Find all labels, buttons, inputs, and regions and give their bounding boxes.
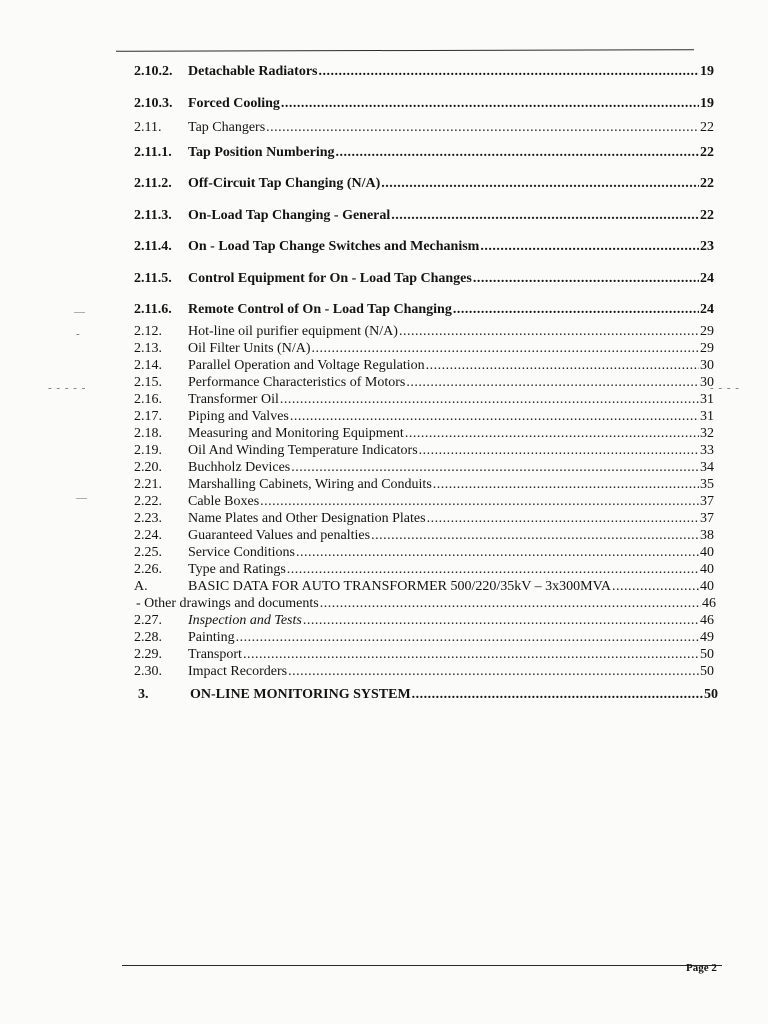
- dot-leader: [453, 302, 699, 318]
- toc-entry-page: 23: [700, 239, 714, 254]
- toc-entry: [136, 596, 716, 614]
- toc-entry-number: 2.29.: [134, 647, 162, 662]
- toc-entry-page: 30: [700, 375, 714, 390]
- toc-entry-title: Tap Changers: [188, 120, 266, 135]
- toc-entry-number: A.: [134, 579, 148, 594]
- toc-entry-number: 2.11.3.: [134, 208, 172, 223]
- toc-entry: [134, 302, 714, 320]
- toc-entry-title: Tap Position Numbering: [188, 145, 335, 160]
- toc-entry: [134, 375, 714, 393]
- toc-entry-number: 2.28.: [134, 630, 162, 645]
- toc-entry-page: 22: [700, 208, 714, 223]
- dot-leader: [412, 687, 703, 703]
- dot-leader: [303, 613, 699, 629]
- toc-entry-page: 22: [700, 176, 714, 191]
- dot-leader: [433, 477, 699, 493]
- toc-entry: [134, 562, 714, 580]
- toc-entry-title: BASIC DATA FOR AUTO TRANSFORMER 500/220/35kV – 3x300MVA: [188, 579, 611, 594]
- toc-entry: [134, 613, 714, 631]
- dot-leader: [260, 494, 699, 510]
- dot-leader: [480, 239, 699, 255]
- toc-entry: [134, 96, 714, 114]
- dot-leader: [419, 443, 699, 459]
- toc-entry-title: Oil Filter Units (N/A): [188, 341, 311, 356]
- dot-leader: [281, 96, 699, 112]
- toc-entry: [134, 409, 714, 427]
- toc-entry: [134, 545, 714, 563]
- toc-entry-title: Transport: [188, 647, 242, 662]
- toc-entry-number: 2.11.1.: [134, 145, 172, 160]
- margin-mark: —: [74, 306, 85, 318]
- toc-entry-number: 2.18.: [134, 426, 162, 441]
- toc-entry-title: On - Load Tap Change Switches and Mechanism: [188, 239, 480, 254]
- toc-entry: [134, 664, 714, 682]
- dot-leader: [291, 460, 699, 476]
- toc-entry: [134, 579, 714, 597]
- toc-entry-page: 29: [700, 324, 714, 339]
- toc-entry-page: 37: [700, 511, 714, 526]
- toc-entry-number: 2.11.5.: [134, 271, 172, 286]
- dot-leader: [236, 630, 699, 646]
- toc-entry-title: Measuring and Monitoring Equipment: [188, 426, 404, 441]
- toc-entry-title: Off-Circuit Tap Changing (N/A): [188, 176, 381, 191]
- toc-entry-page: 33: [700, 443, 714, 458]
- toc-entry: [134, 426, 714, 444]
- toc-entry-page: 22: [700, 145, 714, 160]
- toc-entry-page: 40: [700, 562, 714, 577]
- toc-entry-title: Performance Characteristics of Motors: [188, 375, 406, 390]
- toc-entry-page: 24: [700, 302, 714, 317]
- toc-entry-number: 2.15.: [134, 375, 162, 390]
- toc-entry-title: - Other drawings and documents: [136, 596, 319, 611]
- toc-entry-number: 2.21.: [134, 477, 162, 492]
- toc-entry-number: 2.23.: [134, 511, 162, 526]
- toc-entry: [134, 358, 714, 376]
- toc-entry-title: Buchholz Devices: [188, 460, 291, 475]
- toc-entry: [134, 460, 714, 478]
- toc-entry: [134, 176, 714, 194]
- dot-leader: [612, 579, 699, 595]
- toc-entry-page: 24: [700, 271, 714, 286]
- toc-entry-number: 2.17.: [134, 409, 162, 424]
- toc-entry-title: Piping and Valves: [188, 409, 289, 424]
- toc-entry-page: 29: [700, 341, 714, 356]
- toc-entry-page: 50: [700, 664, 714, 679]
- toc-entry-number: 2.19.: [134, 443, 162, 458]
- toc-entry-title: Detachable Radiators: [188, 64, 318, 79]
- toc-entry-page: 46: [700, 613, 714, 628]
- toc-entry-page: 31: [700, 392, 714, 407]
- toc-entry-page: 38: [700, 528, 714, 543]
- toc-entry-number: 2.14.: [134, 358, 162, 373]
- dot-leader: [266, 120, 699, 136]
- dot-leader: [427, 511, 699, 527]
- toc-entry-page: 49: [700, 630, 714, 645]
- toc-entry-number: 2.27.: [134, 613, 162, 628]
- dot-leader: [399, 324, 699, 340]
- dot-leader: [381, 176, 699, 192]
- toc-entry-title: Name Plates and Other Designation Plates: [188, 511, 426, 526]
- toc-entry-page: 50: [700, 647, 714, 662]
- toc-entry: [134, 208, 714, 226]
- dot-leader: [391, 208, 699, 224]
- toc-entry-page: 22: [700, 120, 714, 135]
- toc-entry: [134, 120, 714, 138]
- toc-entry-title: Transformer Oil: [188, 392, 279, 407]
- toc-entry-number: 2.11.4.: [134, 239, 172, 254]
- toc-entry-title: Cable Boxes: [188, 494, 260, 509]
- toc-entry-page: 40: [700, 545, 714, 560]
- toc-entry: [138, 687, 718, 705]
- margin-mark: -: [76, 328, 80, 340]
- toc-entry-title: Type and Ratings: [188, 562, 286, 577]
- toc-entry-title: Inspection and Tests: [188, 613, 302, 628]
- toc-entry-number: 2.16.: [134, 392, 162, 407]
- dot-leader: [406, 375, 699, 391]
- dot-leader: [287, 562, 699, 578]
- dot-leader: [290, 409, 699, 425]
- toc-entry-number: 2.10.2.: [134, 64, 173, 79]
- toc-entry-title: Painting: [188, 630, 235, 645]
- toc-entry-page: 19: [700, 64, 714, 79]
- footer-rule: [122, 965, 722, 966]
- toc-entry-title: Parallel Operation and Voltage Regulation: [188, 358, 425, 373]
- toc-entry-title: Marshalling Cabinets, Wiring and Conduits: [188, 477, 432, 492]
- toc-entry-page: 37: [700, 494, 714, 509]
- dot-leader: [371, 528, 699, 544]
- toc-entry: [134, 630, 714, 648]
- toc-entry: [134, 64, 714, 82]
- dot-leader: [312, 341, 700, 357]
- toc-entry-number: 2.13.: [134, 341, 162, 356]
- header-rule: [116, 49, 694, 52]
- dot-leader: [296, 545, 699, 561]
- toc-entry-number: 3.: [138, 687, 149, 702]
- toc-entry-title: On-Load Tap Changing - General: [188, 208, 391, 223]
- toc-entry: [134, 647, 714, 665]
- toc-entry-title: Service Conditions: [188, 545, 295, 560]
- toc-entry-number: 2.22.: [134, 494, 162, 509]
- toc-entry-page: 46: [702, 596, 716, 611]
- dot-leader: [288, 664, 699, 680]
- toc-entry: [134, 443, 714, 461]
- dot-leader: [319, 64, 700, 80]
- dot-leader: [336, 145, 699, 161]
- toc-entry: [134, 511, 714, 529]
- dot-leader: [243, 647, 699, 663]
- toc-entry-title: Forced Cooling: [188, 96, 280, 111]
- toc-entry-title: Hot-line oil purifier equipment (N/A): [188, 324, 398, 339]
- toc-entry-page: 40: [700, 579, 714, 594]
- toc-entry-title: Oil And Winding Temperature Indicators: [188, 443, 418, 458]
- toc-entry-number: 2.30.: [134, 664, 162, 679]
- toc-entry-number: 2.11.6.: [134, 302, 172, 317]
- margin-mark: —: [76, 492, 87, 504]
- toc-entry-page: 30: [700, 358, 714, 373]
- toc-entry-page: 35: [700, 477, 714, 492]
- toc-entry-number: 2.26.: [134, 562, 162, 577]
- toc-entry-number: 2.20.: [134, 460, 162, 475]
- toc-entry-number: 2.10.3.: [134, 96, 173, 111]
- toc-entry-title: Remote Control of On - Load Tap Changing: [188, 302, 452, 317]
- toc-entry: [134, 341, 714, 359]
- toc-entry-number: 2.11.2.: [134, 176, 172, 191]
- toc-entry-title: Impact Recorders: [188, 664, 288, 679]
- toc-entry-number: 2.24.: [134, 528, 162, 543]
- page-number: Page 2: [686, 962, 717, 974]
- toc-entry-number: 2.11.: [134, 120, 162, 135]
- toc-entry: [134, 271, 714, 289]
- dot-leader: [473, 271, 699, 287]
- toc-entry: [134, 392, 714, 410]
- toc-entry: [134, 324, 714, 342]
- toc-entry: [134, 528, 714, 546]
- toc-entry-page: 31: [700, 409, 714, 424]
- toc-entry-page: 50: [704, 687, 718, 702]
- dot-leader: [426, 358, 699, 374]
- toc-entry-number: 2.25.: [134, 545, 162, 560]
- toc-entry-page: 32: [700, 426, 714, 441]
- toc-entry-page: 19: [700, 96, 714, 111]
- margin-mark: - - - - -: [48, 382, 87, 394]
- toc-entry-page: 34: [700, 460, 714, 475]
- dot-leader: [405, 426, 699, 442]
- toc-entry: [134, 494, 714, 512]
- toc-entry: [134, 145, 714, 163]
- toc-entry: [134, 477, 714, 495]
- toc-entry-number: 2.12.: [134, 324, 162, 339]
- toc-entry: [134, 239, 714, 257]
- toc-entry-title: Control Equipment for On - Load Tap Changes: [188, 271, 472, 286]
- dot-leader: [320, 596, 701, 612]
- dot-leader: [280, 392, 699, 408]
- toc-entry-title: Guaranteed Values and penalties: [188, 528, 371, 543]
- margin-mark: - - - -: [710, 382, 740, 394]
- toc-entry-title: ON-LINE MONITORING SYSTEM: [190, 687, 411, 702]
